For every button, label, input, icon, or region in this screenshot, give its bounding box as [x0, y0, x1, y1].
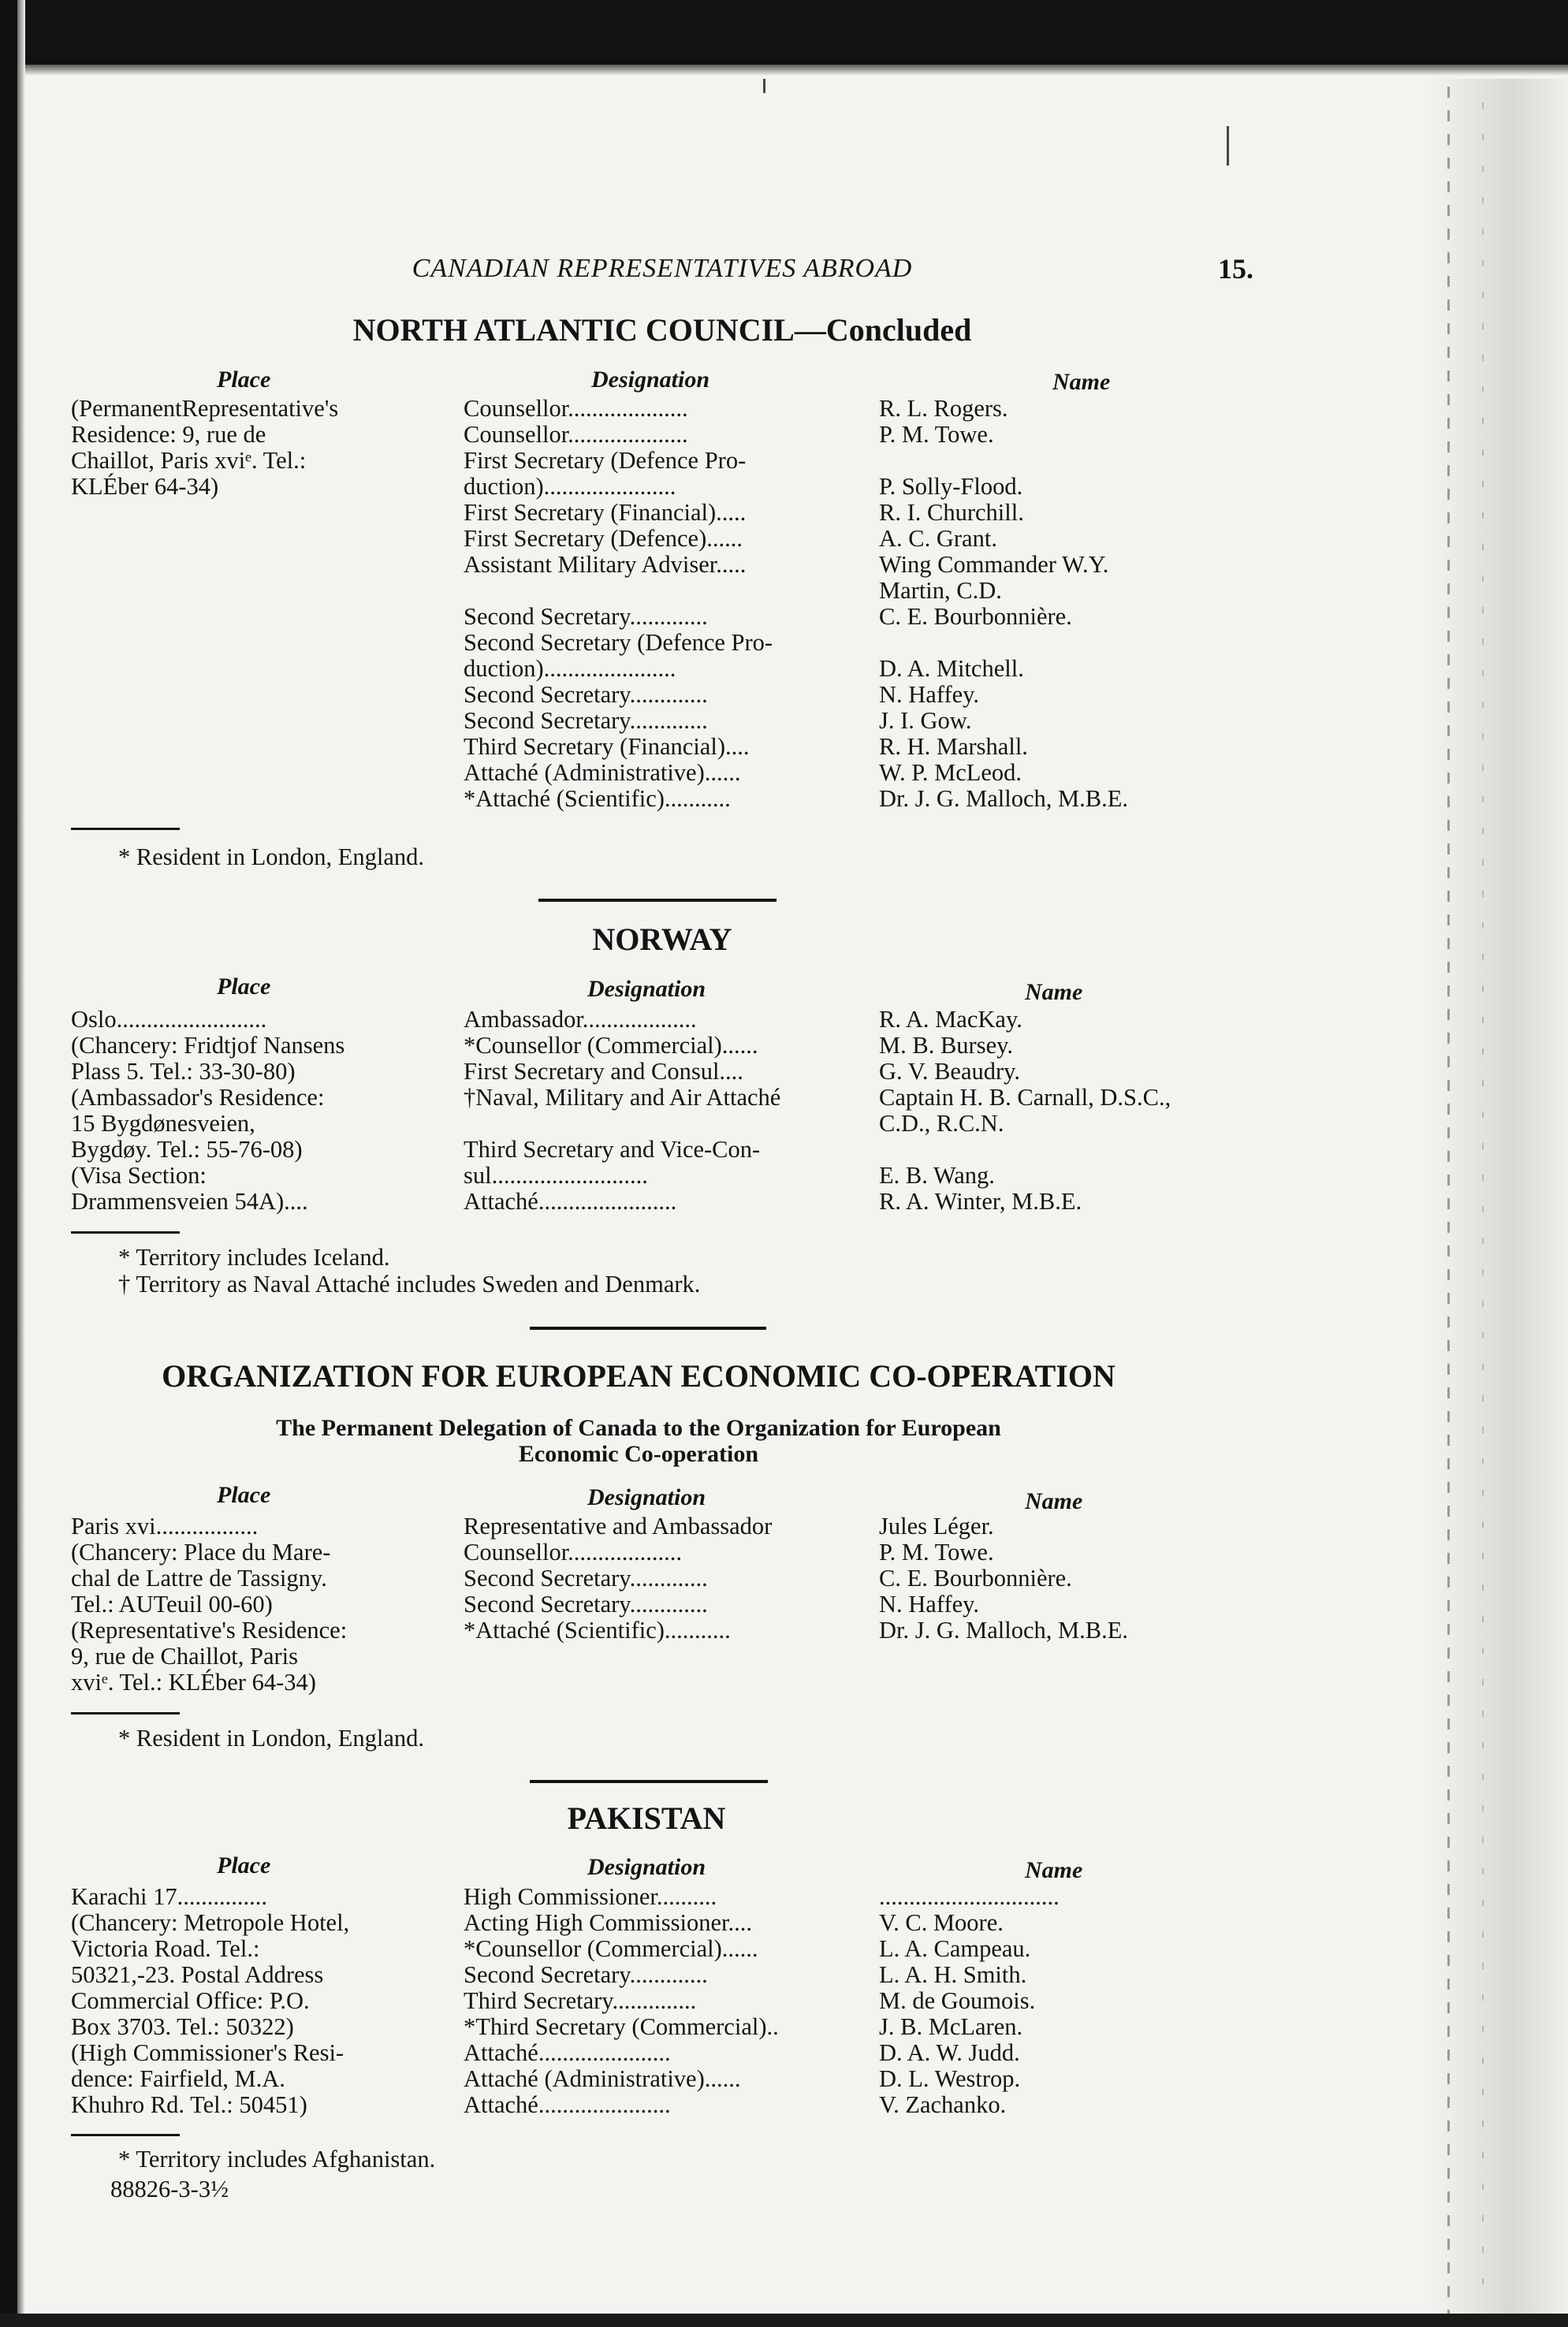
- designation-line: Third Secretary..............: [464, 1987, 697, 2014]
- section-title: NORTH ATLANTIC COUNCIL—Concluded: [352, 312, 972, 348]
- place-line: KLÉber 64-34): [71, 473, 219, 500]
- footnote-rule: [71, 1231, 180, 1234]
- name-line: A. C. Grant.: [879, 525, 997, 552]
- place-line: Oslo.........................: [71, 1006, 267, 1033]
- place-line: (Visa Section:: [71, 1162, 207, 1189]
- footnote-rule: [71, 1712, 180, 1715]
- designation-line: Representative and Ambassador: [464, 1513, 773, 1540]
- designation-line: Second Secretary.............: [464, 1591, 708, 1618]
- footnote: * Resident in London, England.: [118, 1725, 424, 1752]
- name-line: R. I. Churchill.: [879, 499, 1024, 526]
- section-title: ORGANIZATION FOR EUROPEAN ECONOMIC CO-OPERATION: [162, 1358, 1115, 1394]
- name-line: Captain H. B. Carnall, D.S.C.,: [879, 1084, 1171, 1111]
- name-line: C. E. Bourbonnière.: [879, 1565, 1072, 1592]
- place-line: Karachi 17...............: [71, 1883, 268, 1910]
- section-title: NORWAY: [592, 921, 732, 957]
- designation-line: *Counsellor (Commercial)......: [464, 1935, 758, 1962]
- designation-line: Counsellor....................: [464, 395, 688, 422]
- name-line: N. Haffey.: [879, 1591, 980, 1618]
- name-line: L. A. Campeau.: [879, 1935, 1031, 1962]
- footnote: * Territory includes Afghanistan.: [118, 2146, 436, 2172]
- place-line: Paris xvi.................: [71, 1513, 259, 1540]
- name-line: J. B. McLaren.: [879, 2013, 1023, 2040]
- place-line: Drammensveien 54A)....: [71, 1188, 308, 1215]
- place-line: Bygdøy. Tel.: 55-76-08): [71, 1136, 303, 1163]
- print-code: 88826-3-3½: [110, 2176, 229, 2202]
- place-line: 50321,-23. Postal Address: [71, 1961, 324, 1988]
- name-line: C.D., R.C.N.: [879, 1110, 1004, 1137]
- place-line: 9, rue de Chaillot, Paris: [71, 1643, 299, 1670]
- designation-line: Attaché......................: [464, 2039, 671, 2066]
- name-line: C. E. Bourbonnière.: [879, 603, 1072, 630]
- place-line: (PermanentRepresentative's: [71, 395, 339, 422]
- designation-line: Second Secretary.............: [464, 1565, 708, 1592]
- place-line: (Representative's Residence:: [71, 1617, 348, 1644]
- name-line: Dr. J. G. Malloch, M.B.E.: [879, 1617, 1129, 1644]
- name-line: P. Solly-Flood.: [879, 473, 1023, 500]
- column-header-name: Name: [1025, 979, 1083, 1005]
- name-line: P. M. Towe.: [879, 1539, 994, 1566]
- name-line: M. de Goumois.: [879, 1987, 1036, 2014]
- section-subtitle-line1: The Permanent Delegation of Canada to the Organization for European: [276, 1415, 1001, 1441]
- section-divider: [538, 899, 777, 902]
- name-line: ..............................: [879, 1883, 1060, 1910]
- place-line: xviᵉ. Tel.: KLÉber 64-34): [71, 1669, 316, 1696]
- designation-line: Acting High Commissioner....: [464, 1909, 752, 1936]
- column-header-designation: Designation: [587, 1484, 706, 1510]
- designation-line: Third Secretary (Financial)....: [464, 733, 750, 760]
- designation-line: sul..........................: [464, 1162, 648, 1189]
- designation-line: duction)......................: [464, 655, 676, 682]
- page-number: 15.: [1218, 253, 1253, 285]
- designation-line: First Secretary and Consul....: [464, 1058, 743, 1085]
- designation-line: Attaché (Administrative)......: [464, 759, 741, 786]
- section-divider: [530, 1327, 766, 1330]
- section-subtitle-line2: Economic Co-operation: [518, 1441, 759, 1467]
- place-line: (Chancery: Metropole Hotel,: [71, 1909, 350, 1936]
- place-line: Khuhro Rd. Tel.: 50451): [71, 2091, 307, 2118]
- name-line: Martin, C.D.: [879, 577, 1002, 604]
- name-line: D. L. Westrop.: [879, 2065, 1021, 2092]
- designation-line: First Secretary (Defence Pro-: [464, 447, 747, 474]
- section-divider: [530, 1780, 768, 1783]
- name-line: E. B. Wang.: [879, 1162, 995, 1189]
- place-line: dence: Fairfield, M.A.: [71, 2065, 285, 2092]
- place-line: Residence: 9, rue de: [71, 421, 266, 448]
- designation-line: *Attaché (Scientific)...........: [464, 785, 731, 812]
- section-title: PAKISTAN: [567, 1800, 726, 1836]
- designation-line: Second Secretary.............: [464, 707, 708, 734]
- name-line: R. H. Marshall.: [879, 733, 1028, 760]
- designation-line: Ambassador...................: [464, 1006, 697, 1033]
- footnote: * Resident in London, England.: [118, 843, 424, 870]
- column-header-place: Place: [217, 1482, 271, 1508]
- designation-line: Second Secretary.............: [464, 603, 708, 630]
- name-line: Wing Commander W.Y.: [879, 551, 1109, 578]
- column-header-designation: Designation: [587, 1854, 706, 1880]
- place-line: (Chancery: Place du Mare-: [71, 1539, 331, 1566]
- place-line: (High Commissioner's Resi-: [71, 2039, 345, 2066]
- footnote: † Territory as Naval Attaché includes Sweden and Denmark.: [118, 1271, 701, 1298]
- name-line: R. A. MacKay.: [879, 1006, 1022, 1033]
- designation-line: duction)......................: [464, 473, 676, 500]
- column-header-place: Place: [217, 1852, 271, 1878]
- designation-line: Second Secretary.............: [464, 1961, 708, 1988]
- designation-line: First Secretary (Defence)......: [464, 525, 743, 552]
- designation-line: Counsellor....................: [464, 421, 688, 448]
- designation-line: Second Secretary.............: [464, 681, 708, 708]
- designation-line: Attaché.......................: [464, 1188, 677, 1215]
- name-line: G. V. Beaudry.: [879, 1058, 1021, 1085]
- name-line: P. M. Towe.: [879, 421, 994, 448]
- place-line: Box 3703. Tel.: 50322): [71, 2013, 294, 2040]
- designation-line: *Counsellor (Commercial)......: [464, 1032, 758, 1059]
- designation-line: Attaché......................: [464, 2091, 671, 2118]
- place-line: chal de Lattre de Tassigny.: [71, 1565, 327, 1592]
- column-header-designation: Designation: [587, 976, 706, 1002]
- place-line: Commercial Office: P.O.: [71, 1987, 310, 2014]
- name-line: V. C. Moore.: [879, 1909, 1004, 1936]
- name-line: D. A. Mitchell.: [879, 655, 1024, 682]
- name-line: W. P. McLeod.: [879, 759, 1022, 786]
- name-line: R. L. Rogers.: [879, 395, 1008, 422]
- name-line: R. A. Winter, M.B.E.: [879, 1188, 1082, 1215]
- designation-line: Assistant Military Adviser.....: [464, 551, 747, 578]
- column-header-name: Name: [1025, 1488, 1083, 1514]
- designation-line: Third Secretary and Vice-Con-: [464, 1136, 761, 1163]
- place-line: (Ambassador's Residence:: [71, 1084, 325, 1111]
- column-header-place: Place: [217, 367, 271, 393]
- designation-line: *Third Secretary (Commercial)..: [464, 2013, 779, 2040]
- column-header-name: Name: [1025, 1857, 1083, 1883]
- place-line: (Chancery: Fridtjof Nansens: [71, 1032, 345, 1059]
- column-header-place: Place: [217, 974, 271, 1000]
- designation-line: Second Secretary (Defence Pro-: [464, 629, 773, 656]
- place-line: 15 Bygdønesveien,: [71, 1110, 255, 1137]
- column-header-designation: Designation: [591, 367, 710, 393]
- place-line: Chaillot, Paris xviᵉ. Tel.:: [71, 447, 307, 474]
- place-line: Tel.: AUTeuil 00-60): [71, 1591, 273, 1618]
- designation-line: *Attaché (Scientific)...........: [464, 1617, 731, 1644]
- place-line: Plass 5. Tel.: 33-30-80): [71, 1058, 296, 1085]
- designation-line: †Naval, Military and Air Attaché: [464, 1084, 781, 1111]
- running-title: CANADIAN REPRESENTATIVES ABROAD: [412, 254, 913, 283]
- designation-line: Attaché (Administrative)......: [464, 2065, 741, 2092]
- designation-line: First Secretary (Financial).....: [464, 499, 747, 526]
- name-line: N. Haffey.: [879, 681, 980, 708]
- designation-line: Counsellor...................: [464, 1539, 683, 1566]
- name-line: Jules Léger.: [879, 1513, 994, 1540]
- name-line: J. I. Gow.: [879, 707, 972, 734]
- footnote-rule: [71, 828, 180, 830]
- footnote-rule: [71, 2134, 180, 2136]
- column-header-name: Name: [1052, 369, 1111, 395]
- name-line: L. A. H. Smith.: [879, 1961, 1027, 1988]
- designation-line: High Commissioner..........: [464, 1883, 717, 1910]
- footnote: * Territory includes Iceland.: [118, 1244, 390, 1271]
- name-line: M. B. Bursey.: [879, 1032, 1014, 1059]
- place-line: Victoria Road. Tel.:: [71, 1935, 260, 1962]
- name-line: D. A. W. Judd.: [879, 2039, 1020, 2066]
- name-line: V. Zachanko.: [879, 2091, 1007, 2118]
- name-line: Dr. J. G. Malloch, M.B.E.: [879, 785, 1129, 812]
